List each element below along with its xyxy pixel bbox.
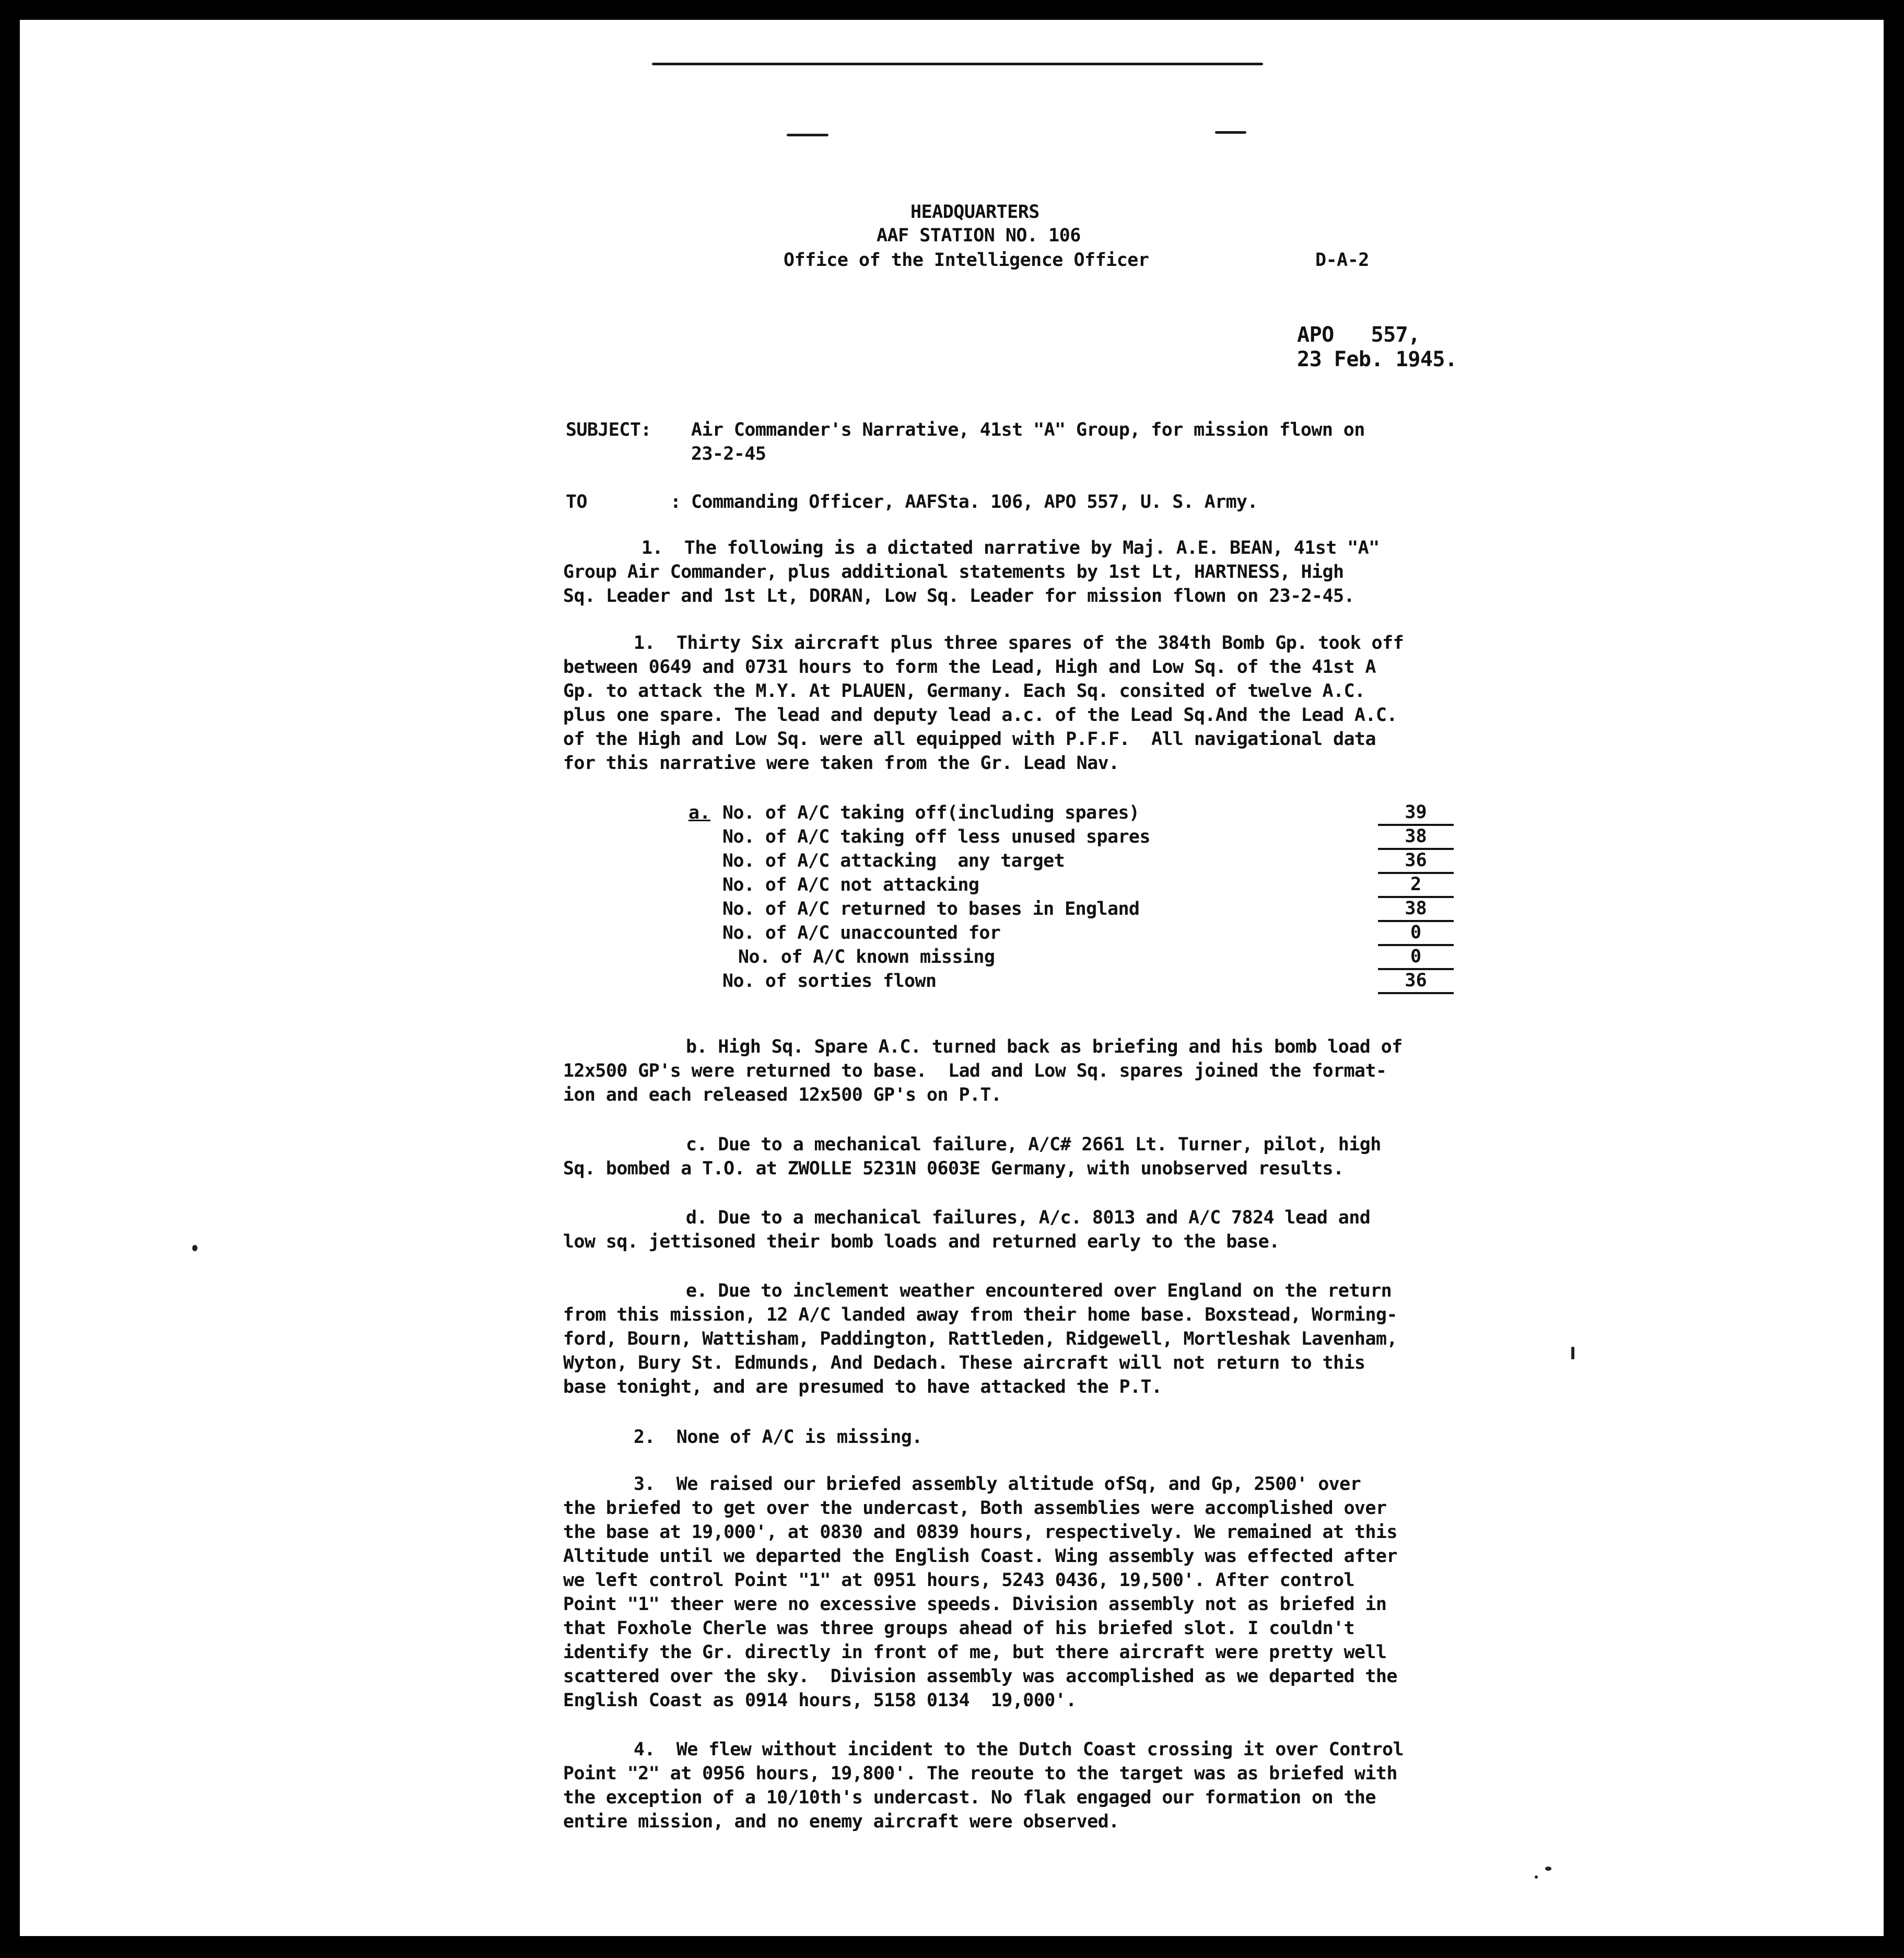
subject-text: Air Commander's Narrative, 41st "A" Group, for mission flown on [691, 419, 1365, 440]
stat-row [722, 873, 1454, 897]
stat-row [722, 897, 1454, 921]
para3-line-3: the base at 19,000', at 0830 and 0839 hours, respectively. We remained at this [563, 1522, 1397, 1543]
para4-line-1: 4. We flew without incident to the Dutch Coast crossing it over Control [634, 1739, 1404, 1760]
para4-line-4: entire mission, and no enemy aircraft were observed. [563, 1811, 1119, 1832]
stat-value: 0 [1378, 945, 1454, 970]
document-code: D-A-2 [1315, 250, 1369, 271]
stat-value: 38 [1378, 897, 1454, 922]
para1-line-3: Gp. to attack the M.Y. At PLAUEN, Germany. Each Sq. consited of twelve A.C. [563, 681, 1365, 702]
subject-label: SUBJECT: [566, 419, 651, 440]
para-c-line-1: c. Due to a mechanical failure, A/C# 2661 Lt. Turner, pilot, high [686, 1134, 1381, 1155]
intro-line-3: Sq. Leader and 1st Lt, DORAN, Low Sq. Leader for mission flown on 23-2-45. [563, 586, 1354, 607]
para3-line-10: English Coast as 0914 hours, 5158 0134 19,000'. [563, 1690, 1077, 1711]
para4-line-3: the exception of a 10/10th's undercast. No flak engaged our formation on the [563, 1787, 1376, 1808]
para1-line-6: for this narrative were taken from the Gr. Lead Nav. [563, 753, 1119, 774]
stat-value: 2 [1378, 873, 1454, 898]
stats-marker-a: a. [688, 802, 711, 823]
stat-value: 38 [1378, 825, 1454, 850]
letterhead-station: AAF STATION NO. 106 [877, 225, 1081, 246]
subject-text-2: 23-2-45 [691, 444, 766, 464]
stat-row [738, 945, 1469, 969]
stat-value: 36 [1378, 969, 1454, 994]
top-rule [652, 63, 1263, 65]
to-label: TO [566, 492, 587, 512]
stat-value: 0 [1378, 921, 1454, 946]
to-colon: : [670, 492, 681, 512]
stat-label: No. of A/C taking off less unused spares [722, 826, 1150, 847]
para-e-line-2: from this mission, 12 A/C landed away from their home base. Boxstead, Worming- [563, 1304, 1397, 1325]
stat-label: No. of A/C attacking any target [722, 850, 1065, 871]
stat-label: No. of A/C known missing [738, 947, 995, 968]
para3-line-6: Point "1" theer were no excessive speeds. Division assembly not as briefed in [563, 1594, 1387, 1615]
para1-line-1: 1. Thirty Six aircraft plus three spares of the 384th Bomb Gp. took off [634, 633, 1404, 654]
para3-line-2: the briefed to get over the undercast, Both assemblies were accomplished over [563, 1498, 1387, 1519]
para-b-line-2: 12x500 GP's were returned to base. Lad and Low Sq. spares joined the format- [563, 1060, 1387, 1081]
para1-line-2: between 0649 and 0731 hours to form the Lead, High and Low Sq. of the 41st A [563, 657, 1376, 678]
stat-label: No. of sorties flown [722, 971, 937, 992]
letterhead-office: Office of the Intelligence Officer [784, 250, 1149, 271]
para3-line-8: identify the Gr. directly in front of me, but there aircraft were pretty well [563, 1642, 1387, 1663]
para-c-line-2: Sq. bombed a T.O. at ZWOLLE 5231N 0603E Germany, with unobserved results. [563, 1158, 1344, 1179]
para3-line-4: Altitude until we departed the English Coast. Wing assembly was effected after [563, 1546, 1397, 1567]
to-text: Commanding Officer, AAFSta. 106, APO 557, U. S. Army. [691, 492, 1258, 512]
para1-line-4: plus one spare. The lead and deputy lead a.c. of the Lead Sq.And the Lead A.C. [563, 705, 1397, 726]
para3-line-9: scattered over the sky. Division assembly was accomplished as we departed the [563, 1666, 1397, 1687]
para3-line-5: we left control Point "1" at 0951 hours, 5243 0436, 19,500'. After control [563, 1570, 1354, 1591]
short-rule-left [787, 134, 828, 136]
intro-line-2: Group Air Commander, plus additional statements by 1st Lt, HARTNESS, High [563, 562, 1344, 582]
apo-line: APO 557, [1297, 323, 1420, 347]
document-page [20, 20, 1884, 1936]
para-b-line-3: ion and each released 12x500 GP's on P.T. [563, 1085, 1002, 1105]
stat-label: No. of A/C unaccounted for [722, 923, 1001, 943]
stat-value: 36 [1378, 849, 1454, 874]
stat-row [722, 969, 1454, 993]
stat-label: No. of A/C returned to bases in England [722, 899, 1140, 919]
scan-speck [1571, 1347, 1574, 1359]
scan-speck [1535, 1875, 1538, 1879]
date-line: 23 Feb. 1945. [1297, 347, 1457, 371]
scan-speck [1545, 1867, 1551, 1871]
scan-speck [192, 1245, 197, 1251]
stat-row [722, 921, 1454, 945]
para4-line-2: Point "2" at 0956 hours, 19,800'. The reoute to the target was as briefed with [563, 1763, 1397, 1784]
stat-row [722, 801, 1454, 825]
para2-line-1: 2. None of A/C is missing. [634, 1427, 922, 1448]
para-e-line-4: Wyton, Bury St. Edmunds, And Dedach. These aircraft will not return to this [563, 1353, 1365, 1373]
para-e-line-1: e. Due to inclement weather encountered over England on the return [686, 1280, 1392, 1301]
para-d-line-2: low sq. jettisoned their bomb loads and returned early to the base. [563, 1231, 1280, 1252]
stat-row [722, 825, 1454, 849]
para-e-line-5: base tonight, and are presumed to have attacked the P.T. [563, 1377, 1162, 1397]
para-d-line-1: d. Due to a mechanical failures, A/c. 8013 and A/C 7824 lead and [686, 1207, 1371, 1228]
para3-line-7: that Foxhole Cherle was three groups ahead of his briefed slot. I couldn't [563, 1618, 1354, 1639]
short-rule-right [1215, 131, 1246, 134]
para-e-line-3: ford, Bourn, Wattisham, Paddington, Rattleden, Ridgewell, Mortleshak Lavenham, [563, 1328, 1397, 1349]
para1-line-5: of the High and Low Sq. were all equipped with P.F.F. All navigational data [563, 729, 1376, 750]
stat-row [722, 849, 1454, 873]
stat-value: 39 [1378, 801, 1454, 826]
letterhead-headquarters: HEADQUARTERS [910, 202, 1039, 223]
para-b-line-1: b. High Sq. Spare A.C. turned back as briefing and his bomb load of [686, 1036, 1403, 1057]
stat-label: No. of A/C taking off(including spares) [722, 802, 1140, 823]
para3-line-1: 3. We raised our briefed assembly altitude ofSq, and Gp, 2500' over [634, 1474, 1361, 1495]
intro-line-1: 1. The following is a dictated narrative by Maj. A.E. BEAN, 41st "A" [641, 538, 1380, 558]
stat-label: No. of A/C not attacking [722, 875, 979, 895]
